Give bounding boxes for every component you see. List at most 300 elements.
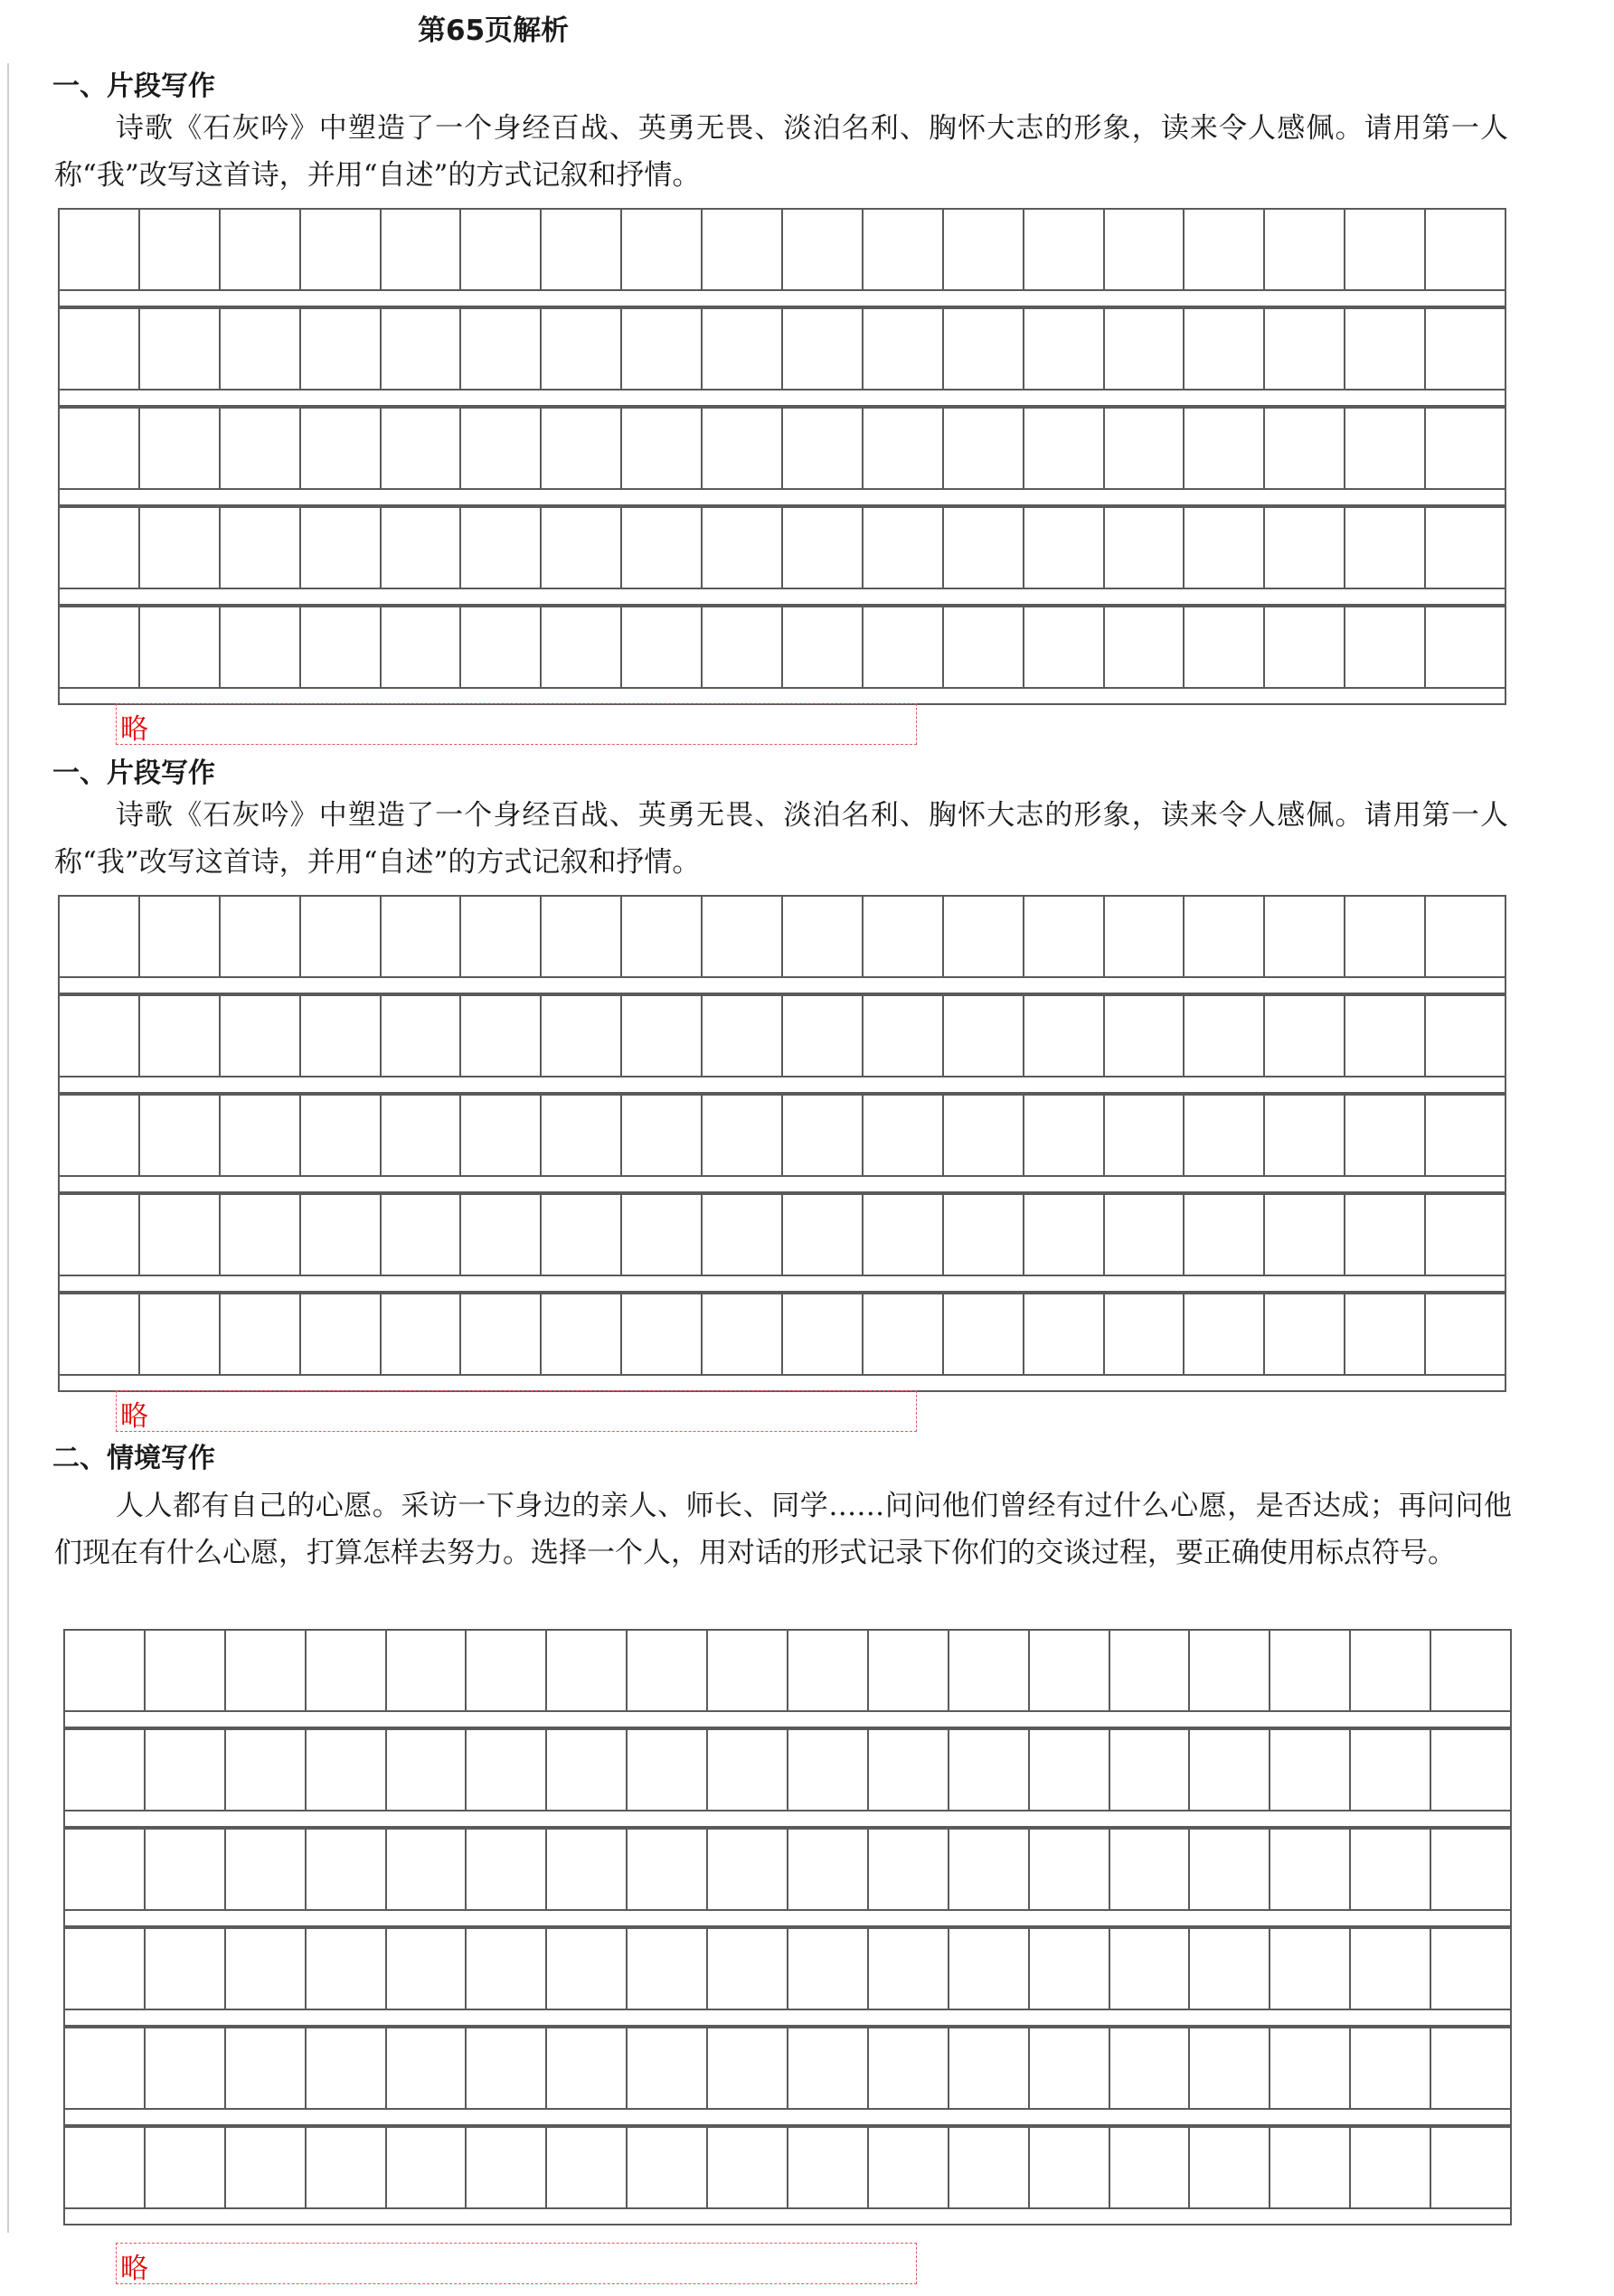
grid-cell[interactable] [703,1195,783,1275]
grid-cell[interactable] [542,1195,622,1275]
grid-cell[interactable] [788,2128,869,2207]
grid-cell[interactable] [301,1294,382,1374]
grid-cell[interactable] [1351,1730,1431,1810]
grid-cell[interactable] [703,1294,783,1374]
grid-cell[interactable] [60,1294,140,1374]
grid-cell[interactable] [65,1830,146,1909]
grid-cell[interactable] [1024,210,1105,289]
grid-cell[interactable] [382,897,462,976]
grid-cell[interactable] [949,1730,1030,1810]
grid-cell[interactable] [461,409,542,488]
grid-cell[interactable] [1190,1631,1270,1710]
grid-cell[interactable] [1024,1294,1105,1374]
grid-cell[interactable] [1426,1096,1505,1175]
grid-cell[interactable] [140,1294,221,1374]
grid-cell[interactable] [1265,607,1345,687]
grid-cell[interactable] [703,409,783,488]
grid-cell[interactable] [301,607,382,687]
grid-cell[interactable] [382,210,462,289]
grid-cell[interactable] [1265,1294,1345,1374]
grid-cell[interactable] [1024,607,1105,687]
grid-cell[interactable] [949,2128,1030,2207]
grid-cell[interactable] [622,409,703,488]
grid-cell[interactable] [1426,607,1505,687]
grid-cell[interactable] [542,210,622,289]
grid-cell[interactable] [461,897,542,976]
grid-cell[interactable] [387,1929,467,2009]
grid-cell[interactable] [703,309,783,389]
grid-cell[interactable] [467,1631,547,1710]
grid-cell[interactable] [1431,1929,1510,2009]
grid-cell[interactable] [1030,1830,1110,1909]
grid-cell[interactable] [1185,1294,1265,1374]
grid-cell[interactable] [140,1096,221,1175]
grid-cell[interactable] [461,607,542,687]
grid-cell[interactable] [461,508,542,588]
grid-cell[interactable] [382,1294,462,1374]
answer-box [116,703,917,745]
grid-cell[interactable] [944,607,1024,687]
grid-cell[interactable] [708,1730,788,1810]
grid-cell[interactable] [547,1830,628,1909]
grid-cell[interactable] [307,1631,387,1710]
grid-cell[interactable] [1270,1830,1351,1909]
grid-cell[interactable] [944,1294,1024,1374]
grid-cell[interactable] [783,210,864,289]
grid-cell[interactable] [140,210,221,289]
grid-cell[interactable] [949,1929,1030,2009]
grid-cell[interactable] [307,2128,387,2207]
grid-cell[interactable] [1345,1195,1426,1275]
grid-cell[interactable] [1105,210,1185,289]
grid-cell[interactable] [1024,1195,1105,1275]
grid-cell[interactable] [622,1294,703,1374]
grid-cell[interactable] [1345,996,1426,1076]
grid-cell[interactable] [1270,1730,1351,1810]
grid-cell[interactable] [1431,1830,1510,1909]
grid-cell[interactable] [708,1830,788,1909]
grid-cell[interactable] [628,1929,708,2009]
grid-cell[interactable] [1110,2128,1191,2207]
grid-cell[interactable] [783,996,864,1076]
grid-cell[interactable] [467,2128,547,2207]
grid-cell[interactable] [1105,607,1185,687]
grid-cell[interactable] [1270,2128,1351,2207]
grid-cell[interactable] [547,1730,628,1810]
grid-cell[interactable] [1185,309,1265,389]
grid-cell[interactable] [1265,409,1345,488]
grid-cell[interactable] [1105,309,1185,389]
grid-cell[interactable] [1426,309,1505,389]
grid-cell[interactable] [1105,996,1185,1076]
grid-cell[interactable] [1426,210,1505,289]
grid-cell[interactable] [542,897,622,976]
grid-cell[interactable] [869,1830,949,1909]
grid-cell[interactable] [461,1096,542,1175]
grid-cell[interactable] [146,1830,226,1909]
grid-cell[interactable] [307,1929,387,2009]
grid-cell[interactable] [1024,1096,1105,1175]
grid-cell[interactable] [60,309,140,389]
grid-cell[interactable] [628,2128,708,2207]
grid-cell[interactable] [944,508,1024,588]
grid-cell[interactable] [307,1730,387,1810]
grid-cell[interactable] [1265,1096,1345,1175]
grid-row [58,606,1506,687]
grid-cell[interactable] [65,2128,146,2207]
grid-cell[interactable] [547,2128,628,2207]
grid-cell[interactable] [864,508,944,588]
grid-cell[interactable] [944,309,1024,389]
grid-cell[interactable] [221,1294,301,1374]
grid-cell[interactable] [226,1730,307,1810]
grid-cell[interactable] [703,996,783,1076]
grid-cell[interactable] [461,1195,542,1275]
grid-cell[interactable] [1265,1195,1345,1275]
grid-cell[interactable] [869,2028,949,2108]
grid-cell[interactable] [1345,210,1426,289]
grid-cell[interactable] [146,1929,226,2009]
grid-cell[interactable] [622,210,703,289]
grid-cell[interactable] [1265,508,1345,588]
grid-cell[interactable] [944,1096,1024,1175]
grid-row [63,1629,1512,1710]
grid-cell[interactable] [783,607,864,687]
grid-cell[interactable] [864,996,944,1076]
grid-cell[interactable] [1351,2028,1431,2108]
grid-cell[interactable] [869,1730,949,1810]
grid-cell[interactable] [60,508,140,588]
grid-cell[interactable] [387,2028,467,2108]
grid-cell[interactable] [622,309,703,389]
grid-cell[interactable] [1265,210,1345,289]
grid-row [58,1193,1506,1275]
grid-cell[interactable] [949,2028,1030,2108]
grid-cell[interactable] [226,1631,307,1710]
grid-cell[interactable] [60,210,140,289]
grid-cell[interactable] [1351,1830,1431,1909]
grid-cell[interactable] [140,897,221,976]
grid-cell[interactable] [140,607,221,687]
grid-cell[interactable] [1426,1294,1505,1374]
grid-cell[interactable] [1185,409,1265,488]
grid-cell[interactable] [864,1195,944,1275]
grid-cell[interactable] [788,1830,869,1909]
grid-cell[interactable] [1431,2028,1510,2108]
grid-cell[interactable] [60,607,140,687]
grid-cell[interactable] [467,1830,547,1909]
grid-cell[interactable] [542,1096,622,1175]
grid-cell[interactable] [1110,1830,1191,1909]
grid-cell[interactable] [1190,1730,1270,1810]
grid-cell[interactable] [221,1096,301,1175]
row-separator [58,488,1506,506]
grid-cell[interactable] [1190,2128,1270,2207]
grid-cell[interactable] [542,996,622,1076]
grid-cell[interactable] [1105,409,1185,488]
grid-cell[interactable] [1030,1631,1110,1710]
grid-cell[interactable] [1426,409,1505,488]
grid-cell[interactable] [1024,508,1105,588]
grid-cell[interactable] [1431,2128,1510,2207]
grid-cell[interactable] [864,210,944,289]
grid-cell[interactable] [1030,2028,1110,2108]
grid-cell[interactable] [1185,210,1265,289]
grid-cell[interactable] [1345,897,1426,976]
grid-cell[interactable] [788,1631,869,1710]
grid-cell[interactable] [301,210,382,289]
grid-cell[interactable] [1345,1294,1426,1374]
grid-cell[interactable] [869,1929,949,2009]
grid-cell[interactable] [703,1096,783,1175]
grid-cell[interactable] [60,1096,140,1175]
grid-cell[interactable] [1030,1730,1110,1810]
grid-cell[interactable] [622,508,703,588]
grid-cell[interactable] [382,409,462,488]
grid-cell[interactable] [783,508,864,588]
grid-cell[interactable] [1105,508,1185,588]
writing-grid [58,895,1506,1392]
grid-cell[interactable] [1024,996,1105,1076]
grid-cell[interactable] [1024,309,1105,389]
grid-cell[interactable] [146,1730,226,1810]
grid-cell[interactable] [622,996,703,1076]
grid-cell[interactable] [1270,1631,1351,1710]
grid-cell[interactable] [60,996,140,1076]
grid-cell[interactable] [221,508,301,588]
grid-cell[interactable] [864,309,944,389]
grid-cell[interactable] [1190,2028,1270,2108]
grid-cell[interactable] [622,897,703,976]
grid-cell[interactable] [301,897,382,976]
grid-cell[interactable] [542,508,622,588]
grid-cell[interactable] [1110,1631,1191,1710]
grid-cell[interactable] [944,1195,1024,1275]
grid-cell[interactable] [1345,409,1426,488]
grid-cell[interactable] [1190,1929,1270,2009]
grid-cell[interactable] [869,1631,949,1710]
grid-cell[interactable] [1426,996,1505,1076]
grid-cell[interactable] [387,1830,467,1909]
grid-cell[interactable] [146,2028,226,2108]
grid-cell[interactable] [1024,897,1105,976]
grid-cell[interactable] [140,508,221,588]
grid-cell[interactable] [1105,1195,1185,1275]
grid-cell[interactable] [783,409,864,488]
grid-cell[interactable] [944,897,1024,976]
grid-cell[interactable] [461,210,542,289]
grid-cell[interactable] [461,1294,542,1374]
grid-cell[interactable] [628,1830,708,1909]
grid-cell[interactable] [703,607,783,687]
grid-cell[interactable] [542,309,622,389]
grid-cell[interactable] [221,607,301,687]
grid-cell[interactable] [1345,309,1426,389]
grid-cell[interactable] [226,1830,307,1909]
grid-cell[interactable] [1185,1195,1265,1275]
prompt-text: 人人都有自己的心愿。采访一下身边的亲人、师长、同学……问问他们曾经有过什么心愿，是否达成；再问问他们现在有什么心愿，打算怎样去努力。选择一个人，用对话的形式记录下你们的交谈过程，要正确使用标点符号。 [54,1490,1512,1569]
grid-cell[interactable] [221,996,301,1076]
grid-cell[interactable] [1024,409,1105,488]
grid-cell[interactable] [1105,1294,1185,1374]
grid-cell[interactable] [547,1929,628,2009]
grid-cell[interactable] [542,409,622,488]
grid-cell[interactable] [65,1631,146,1710]
grid-cell[interactable] [708,1631,788,1710]
grid-cell[interactable] [1270,2028,1351,2108]
grid-cell[interactable] [140,1195,221,1275]
grid-cell[interactable] [708,1929,788,2009]
grid-cell[interactable] [542,1294,622,1374]
grid-cell[interactable] [949,1631,1030,1710]
grid-cell[interactable] [944,996,1024,1076]
grid-cell[interactable] [1110,1929,1191,2009]
grid-cell[interactable] [382,1096,462,1175]
grid-cell[interactable] [301,409,382,488]
grid-cell[interactable] [382,996,462,1076]
grid-cell[interactable] [382,508,462,588]
grid-cell[interactable] [1105,897,1185,976]
grid-cell[interactable] [387,2128,467,2207]
grid-cell[interactable] [467,2028,547,2108]
grid-cell[interactable] [622,1195,703,1275]
grid-cell[interactable] [1426,897,1505,976]
grid-cell[interactable] [1426,508,1505,588]
section-heading: 一、片段写作 [52,757,215,789]
grid-cell[interactable] [622,1096,703,1175]
grid-cell[interactable] [1345,607,1426,687]
grid-cell[interactable] [140,996,221,1076]
grid-cell[interactable] [703,508,783,588]
grid-cell[interactable] [65,1929,146,2009]
grid-cell[interactable] [65,1730,146,1810]
grid-cell[interactable] [1270,1929,1351,2009]
writing-grid [58,208,1506,705]
grid-cell[interactable] [301,996,382,1076]
grid-cell[interactable] [467,1929,547,2009]
grid-cell[interactable] [382,309,462,389]
grid-cell[interactable] [788,2028,869,2108]
grid-cell[interactable] [1190,1830,1270,1909]
grid-cell[interactable] [783,1096,864,1175]
grid-cell[interactable] [703,897,783,976]
grid-cell[interactable] [869,2128,949,2207]
grid-cell[interactable] [461,309,542,389]
grid-row [63,1728,1512,1810]
grid-cell[interactable] [65,2028,146,2108]
grid-cell[interactable] [1185,1096,1265,1175]
grid-cell[interactable] [1351,1929,1431,2009]
grid-cell[interactable] [783,1294,864,1374]
grid-cell[interactable] [221,897,301,976]
grid-cell[interactable] [1351,2128,1431,2207]
grid-cell[interactable] [140,409,221,488]
grid-cell[interactable] [547,1631,628,1710]
grid-cell[interactable] [783,309,864,389]
grid-cell[interactable] [387,1730,467,1810]
grid-cell[interactable] [301,1195,382,1275]
grid-cell[interactable] [60,897,140,976]
grid-cell[interactable] [226,2028,307,2108]
grid-cell[interactable] [301,309,382,389]
grid-cell[interactable] [1426,1195,1505,1275]
grid-cell[interactable] [783,1195,864,1275]
grid-cell[interactable] [307,1830,387,1909]
grid-cell[interactable] [1345,1096,1426,1175]
grid-cell[interactable] [221,309,301,389]
grid-cell[interactable] [944,409,1024,488]
grid-cell[interactable] [1431,1730,1510,1810]
grid-cell[interactable] [1185,996,1265,1076]
grid-cell[interactable] [622,607,703,687]
grid-cell[interactable] [1105,1096,1185,1175]
grid-cell[interactable] [708,2028,788,2108]
grid-cell[interactable] [547,2028,628,2108]
grid-cell[interactable] [467,1730,547,1810]
grid-cell[interactable] [628,2028,708,2108]
grid-cell[interactable] [1265,897,1345,976]
grid-cell[interactable] [944,210,1024,289]
grid-cell[interactable] [1030,2128,1110,2207]
grid-cell[interactable] [783,897,864,976]
grid-cell[interactable] [301,1096,382,1175]
grid-cell[interactable] [949,1830,1030,1909]
grid-cell[interactable] [628,1631,708,1710]
grid-cell[interactable] [1345,508,1426,588]
grid-cell[interactable] [146,1631,226,1710]
grid-cell[interactable] [226,2128,307,2207]
grid-cell[interactable] [708,2128,788,2207]
grid-cell[interactable] [140,309,221,389]
grid-cell[interactable] [864,1294,944,1374]
grid-cell[interactable] [1185,897,1265,976]
grid-cell[interactable] [60,1195,140,1275]
grid-cell[interactable] [1265,309,1345,389]
grid-cell[interactable] [864,607,944,687]
grid-cell[interactable] [1185,607,1265,687]
grid-cell[interactable] [382,1195,462,1275]
grid-cell[interactable] [461,996,542,1076]
row-separator [58,1076,1506,1094]
grid-cell[interactable] [1110,1730,1191,1810]
grid-cell[interactable] [788,1929,869,2009]
grid-cell[interactable] [221,210,301,289]
grid-cell[interactable] [1265,996,1345,1076]
grid-cell[interactable] [864,1096,944,1175]
grid-cell[interactable] [788,1730,869,1810]
grid-cell[interactable] [1185,508,1265,588]
grid-cell[interactable] [1110,2028,1191,2108]
grid-cell[interactable] [628,1730,708,1810]
grid-cell[interactable] [1431,1631,1510,1710]
grid-cell[interactable] [221,409,301,488]
grid-cell[interactable] [1030,1929,1110,2009]
grid-cell[interactable] [226,1929,307,2009]
grid-cell[interactable] [542,607,622,687]
grid-cell[interactable] [307,2028,387,2108]
grid-cell[interactable] [864,409,944,488]
grid-cell[interactable] [703,210,783,289]
grid-cell[interactable] [1351,1631,1431,1710]
grid-cell[interactable] [301,508,382,588]
grid-cell[interactable] [221,1195,301,1275]
grid-cell[interactable] [146,2128,226,2207]
grid-cell[interactable] [864,897,944,976]
grid-cell[interactable] [60,409,140,488]
grid-cell[interactable] [382,607,462,687]
row-separator [58,389,1506,407]
grid-cell[interactable] [387,1631,467,1710]
